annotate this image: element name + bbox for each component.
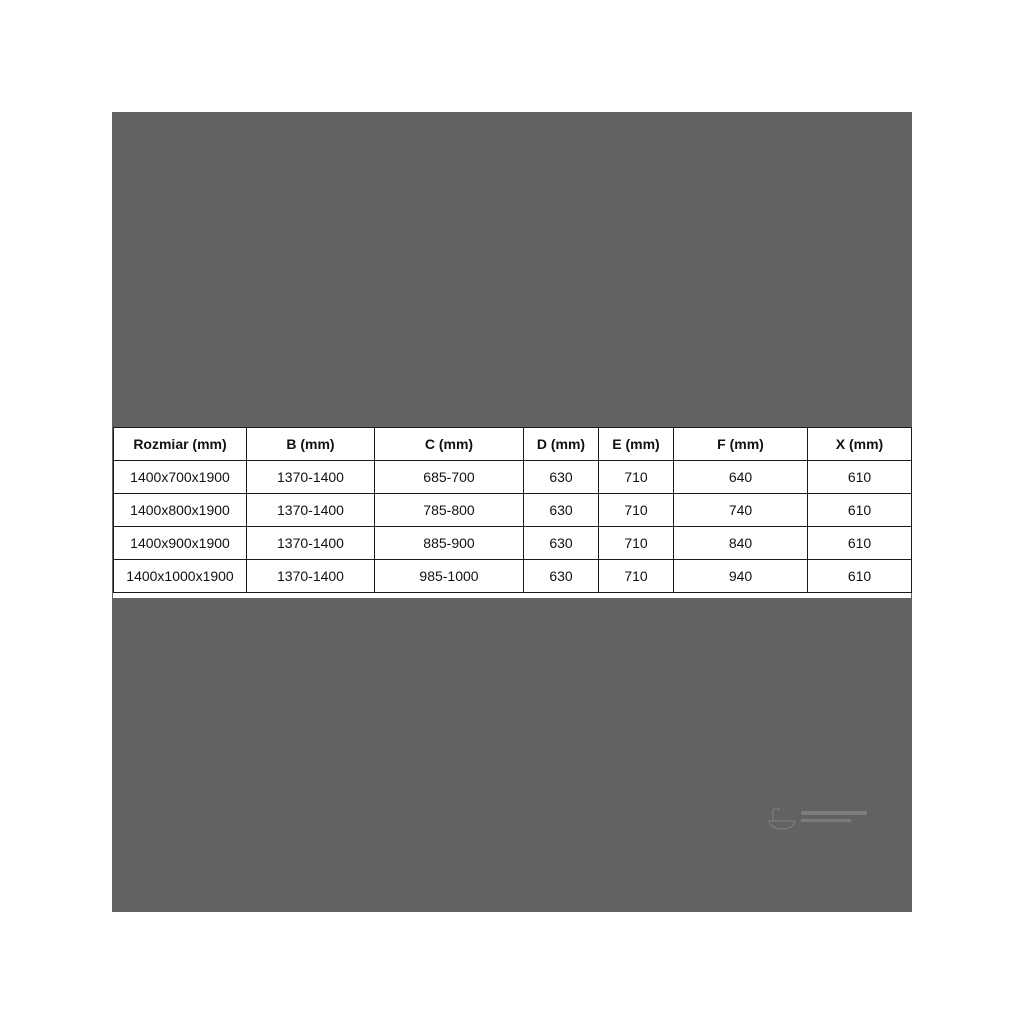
header-rozmiar: Rozmiar (mm) bbox=[114, 428, 247, 461]
cell-e: 710 bbox=[599, 527, 674, 560]
header-x: X (mm) bbox=[808, 428, 912, 461]
cell-c: 985-1000 bbox=[375, 560, 524, 593]
cell-f: 840 bbox=[674, 527, 808, 560]
cell-rozmiar: 1400x1000x1900 bbox=[114, 560, 247, 593]
cell-rozmiar: 1400x700x1900 bbox=[114, 461, 247, 494]
cell-e: 710 bbox=[599, 560, 674, 593]
cell-c: 785-800 bbox=[375, 494, 524, 527]
table-row bbox=[114, 560, 912, 593]
cell-b: 1370-1400 bbox=[247, 527, 375, 560]
cell-f: 640 bbox=[674, 461, 808, 494]
cell-f: 740 bbox=[674, 494, 808, 527]
cell-c: 885-900 bbox=[375, 527, 524, 560]
cell-e: 710 bbox=[599, 461, 674, 494]
cell-x: 610 bbox=[808, 560, 912, 593]
cell-e: 710 bbox=[599, 494, 674, 527]
cell-d: 630 bbox=[524, 527, 599, 560]
table-row bbox=[114, 494, 912, 527]
cell-b: 1370-1400 bbox=[247, 461, 375, 494]
cell-x: 610 bbox=[808, 494, 912, 527]
table-row bbox=[114, 527, 912, 560]
cell-b: 1370-1400 bbox=[247, 560, 375, 593]
header-d: D (mm) bbox=[524, 428, 599, 461]
table-row bbox=[114, 461, 912, 494]
cell-f: 940 bbox=[674, 560, 808, 593]
header-e: E (mm) bbox=[599, 428, 674, 461]
bathtub-logo-icon bbox=[765, 805, 875, 831]
cell-d: 630 bbox=[524, 461, 599, 494]
cell-rozmiar: 1400x800x1900 bbox=[114, 494, 247, 527]
table-header-row bbox=[114, 428, 912, 461]
cell-x: 610 bbox=[808, 527, 912, 560]
cell-rozmiar: 1400x900x1900 bbox=[114, 527, 247, 560]
dimensions-table-container bbox=[113, 427, 911, 598]
cell-b: 1370-1400 bbox=[247, 494, 375, 527]
cell-x: 610 bbox=[808, 461, 912, 494]
cell-d: 630 bbox=[524, 560, 599, 593]
header-b: B (mm) bbox=[247, 428, 375, 461]
dimensions-table bbox=[113, 427, 912, 593]
header-f: F (mm) bbox=[674, 428, 808, 461]
cell-d: 630 bbox=[524, 494, 599, 527]
cell-c: 685-700 bbox=[375, 461, 524, 494]
header-c: C (mm) bbox=[375, 428, 524, 461]
